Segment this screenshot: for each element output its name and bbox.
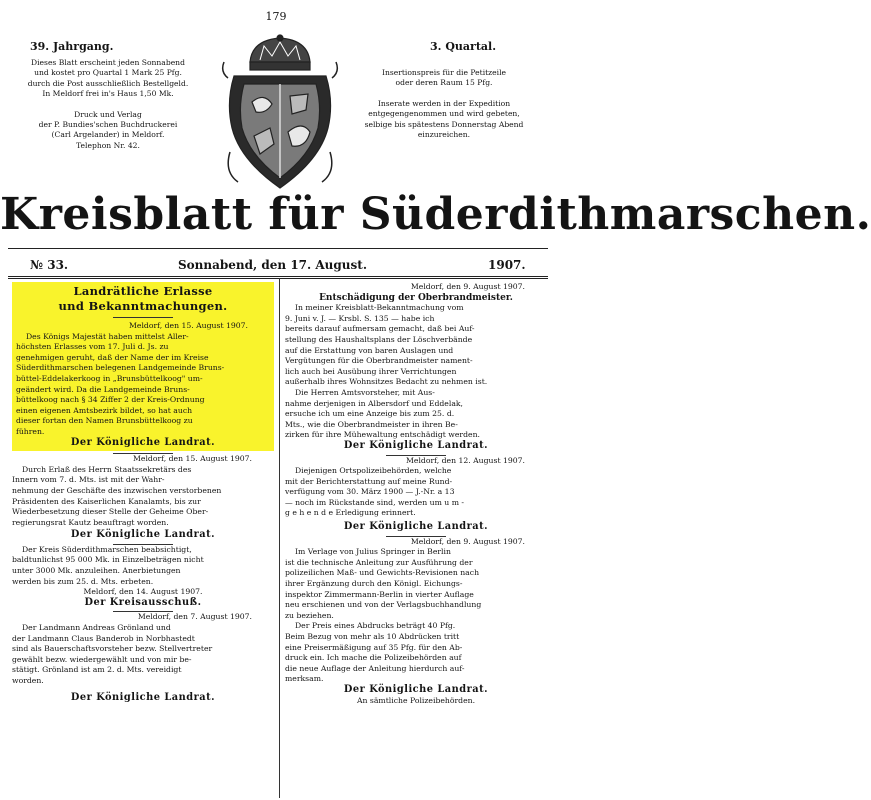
article-line: g e h e n d e Erledigung erinnert.: [285, 508, 416, 518]
article-line: Innern vom 7. d. Mts. ist mit der Wahr-: [12, 475, 165, 485]
article-line: höchsten Erlasses vom 17. Juli d. Js. zu: [16, 342, 169, 352]
info-line: Druck und Verlag: [74, 109, 142, 119]
left-column: [12, 282, 274, 703]
highlighted-announcement: [12, 282, 274, 451]
article-line: Beim Bezug von mehr als 10 Abdrücken tritt: [285, 632, 460, 641]
column-divider: [279, 278, 280, 798]
article-title: Entschädigung der Oberbrandmeister.: [319, 292, 513, 303]
article-line: lich auch bei Ausübung ihrer Verrichtungen: [285, 366, 457, 376]
article-line: werden bis zum 25. d. Mts. erbeten.: [12, 576, 154, 586]
article-line: regierungsrat Kautz beauftragt worden.: [12, 517, 169, 527]
article-line: neu erschienen und von der Verlagsbuchhandlung: [285, 600, 482, 610]
info-line: oder deren Raum 15 Pfg.: [395, 78, 493, 88]
rule-line: [8, 248, 548, 249]
article-line: eine Preisermäßigung auf 35 Pfg. für den Ab-: [285, 642, 463, 652]
article-line: Durch Erlaß des Herrn Staatssekretärs des: [22, 464, 192, 474]
issue-date: Sonnabend, den 17. August.: [178, 258, 367, 272]
article-line: Präsidenten des Kaiserlichen Kanalamts, bis zur: [12, 496, 201, 506]
year-label: 39. Jahrgang.: [30, 40, 114, 53]
article-date: Meldorf, den 14. August 1907.: [83, 587, 203, 597]
article-line: 9. Juni v. J. — Krsbl. S. 135 — habe ich: [285, 313, 435, 323]
article-line: worden.: [12, 676, 44, 685]
article-date: Meldorf, den 9. August 1907.: [410, 536, 525, 546]
info-line: und kostet pro Quartal 1 Mark 25 Pfg.: [34, 68, 182, 78]
article-line: gewählt bezw. wiedergewählt und von mir be-: [12, 654, 192, 664]
article-line: stätigt. Grönland ist am 2. d. Mts. vereidigt: [12, 665, 182, 675]
info-line: Insertionspreis für die Petitzeile: [381, 68, 507, 77]
article-line: druck ein. Ich mache die Polizeibehörden auf: [285, 653, 462, 663]
quarter-label: 3. Quartal.: [430, 40, 497, 53]
article-line: — noch im Rückstande sind, werden um u m -: [285, 497, 465, 507]
article-line: Mts., wie die Oberbrandmeister in ihren Be-: [285, 419, 458, 429]
article-line: ersuche ich um eine Anzeige bis zum 25. d.: [285, 409, 455, 419]
info-line: (Carl Argelander) in Meldorf.: [51, 130, 165, 140]
info-line: Telephon Nr. 42.: [76, 140, 140, 150]
article-line: Der Kreis Süderdithmarschen beabsichtigt,: [22, 544, 192, 554]
article-line: zu beziehen.: [285, 610, 334, 620]
rule-double: [8, 276, 548, 279]
info-line: Dieses Blatt erscheint jeden Sonnabend: [31, 58, 185, 67]
signature-line: Der Königliche Landrat.: [343, 683, 489, 695]
insertion-info: [338, 68, 550, 140]
info-line: In Meldorf frei in's Haus 1,50 Mk.: [42, 89, 174, 99]
article-line: sind als Bauerschaftsvorsteher bezw. Stellvertreter: [12, 644, 213, 654]
article-line: geändert wird. Da die Landgemeinde Bruns-: [16, 384, 190, 394]
article-date: Meldorf, den 15. August 1907.: [133, 454, 252, 464]
article-line: Diejenigen Ortspolizeibehörden, welche: [295, 466, 452, 476]
signature-line: Der Königliche Landrat.: [70, 691, 216, 703]
article-line: nehmung der Geschäfte des inzwischen verstorbenen: [12, 485, 222, 495]
article-line: der Landmann Claus Banderob in Norbhastedt: [12, 633, 195, 643]
signature-line: Der Kreisausschuß.: [84, 596, 202, 608]
article-date: Meldorf, den 9. August 1907.: [410, 282, 525, 291]
article-line: nahme derjenigen in Albersdorf und Eddelak,: [285, 398, 464, 408]
article-line: auf die Erstattung von baren Auslagen und: [285, 345, 454, 355]
article-date: Meldorf, den 7. August 1907.: [137, 612, 252, 622]
section-heading: Landrätliche Erlasse: [73, 284, 213, 298]
article-date: Meldorf, den 15. August 1907.: [129, 321, 248, 330]
article-line: führen.: [16, 426, 45, 436]
article-line: dieser fortan den Namen Brunsbüttelkoog zu: [16, 416, 193, 426]
article-line: Der Preis eines Abdrucks beträgt 40 Pfg.: [295, 621, 456, 631]
section-heading: und Bekanntmachungen.: [58, 299, 228, 313]
info-line: Inserate werden in der Expedition: [377, 98, 511, 108]
article-date: Meldorf, den 12. August 1907.: [406, 455, 525, 465]
issue-number: № 33.: [30, 258, 69, 272]
info-line: selbige bis spätestens Donnerstag Abend: [364, 119, 524, 129]
article-line: einen eigenen Amtsbezirk bildet, so hat auch: [16, 405, 193, 415]
recipient-line: An sämtliche Polizeibehörden.: [356, 695, 476, 705]
article-line: polizeilichen Maß- und Gewichts-Revisionen nach: [285, 568, 480, 578]
coat-of-arms-emblem: [220, 32, 340, 194]
masthead-title: Kreisblatt für Süderdithmarschen.: [0, 189, 871, 240]
info-line: einzureichen.: [417, 130, 471, 140]
article-line: Süderdithmarschen belegenen Landgemeinde Bruns-: [16, 363, 225, 373]
article-line: zirken für ihre Mühewaltung entschädigt werden.: [285, 430, 480, 440]
subscription-info: [8, 58, 208, 151]
article-line: merksam.: [285, 674, 324, 684]
article-line: Die Herren Amtsvorsteher, mit Aus-: [295, 387, 435, 397]
signature-line: Der Königliche Landrat.: [70, 529, 216, 541]
article-line: bereits darauf aufmersam gemacht, daß bei Auf-: [285, 324, 475, 334]
signature-line: Der Königliche Landrat.: [70, 436, 216, 448]
signature-line: Der Königliche Landrat.: [343, 439, 489, 451]
page-number: 179: [265, 10, 287, 23]
article-line: genehmigen geruht, daß der Name der im Kreise: [16, 352, 209, 362]
signature-line: Der Königliche Landrat.: [343, 521, 489, 533]
article-line: büttel-Eddelakerkoog in „Brunsbüttelkoog" um-: [16, 373, 203, 383]
article-line: ihrer Ergänzung durch den Königl. Eichungs-: [285, 579, 463, 589]
info-line: durch die Post ausschließlich Bestellgeld.: [27, 78, 189, 88]
article-line: Wiederbesetzung dieser Stelle der Geheime Ober-: [12, 507, 209, 517]
article-line: Des Königs Majestät haben mittelst Aller-: [26, 331, 189, 341]
article-line: In meiner Kreisblatt-Bekanntmachung vom: [295, 303, 464, 313]
article-line: Der Landmann Andreas Grönland und: [22, 623, 171, 633]
right-column: [285, 282, 547, 706]
article-line: baldtunlichst 95 000 Mk. in Einzelbeträgen nicht: [12, 555, 204, 565]
article-line: die neue Auflage der Anleitung hierdurch auf-: [285, 663, 465, 673]
article-line: unter 3000 Mk. anzuleihen. Anerbietungen: [12, 566, 181, 576]
issue-year: 1907.: [488, 258, 526, 272]
article-line: büttelkoog nach § 34 Ziffer 2 der Kreis-Ordnung: [16, 395, 205, 405]
article-line: Im Verlage von Julius Springer in Berlin: [295, 547, 451, 557]
article-line: mit der Berichterstattung auf meine Rund-: [285, 476, 453, 486]
info-line: der P. Bundies'schen Buchdruckerei: [38, 120, 178, 130]
article-line: inspektor Zimmermann-Berlin in vierter Auflage: [285, 589, 474, 599]
info-line: entgegengenommen und wird gebeten,: [368, 109, 520, 119]
article-line: außerhalb ihres Wohnsitzes Bedacht zu nehmen ist.: [285, 377, 488, 387]
article-line: stellung des Haushaltsplans der Löschverbände: [285, 334, 473, 344]
article-line: Vergütungen für die Oberbrandmeister nament-: [285, 356, 473, 366]
article-line: ist die technische Anleitung zur Ausführung der: [285, 557, 473, 567]
article-line: verfügung vom 30. März 1900 — J.-Nr. a 13: [285, 487, 455, 497]
